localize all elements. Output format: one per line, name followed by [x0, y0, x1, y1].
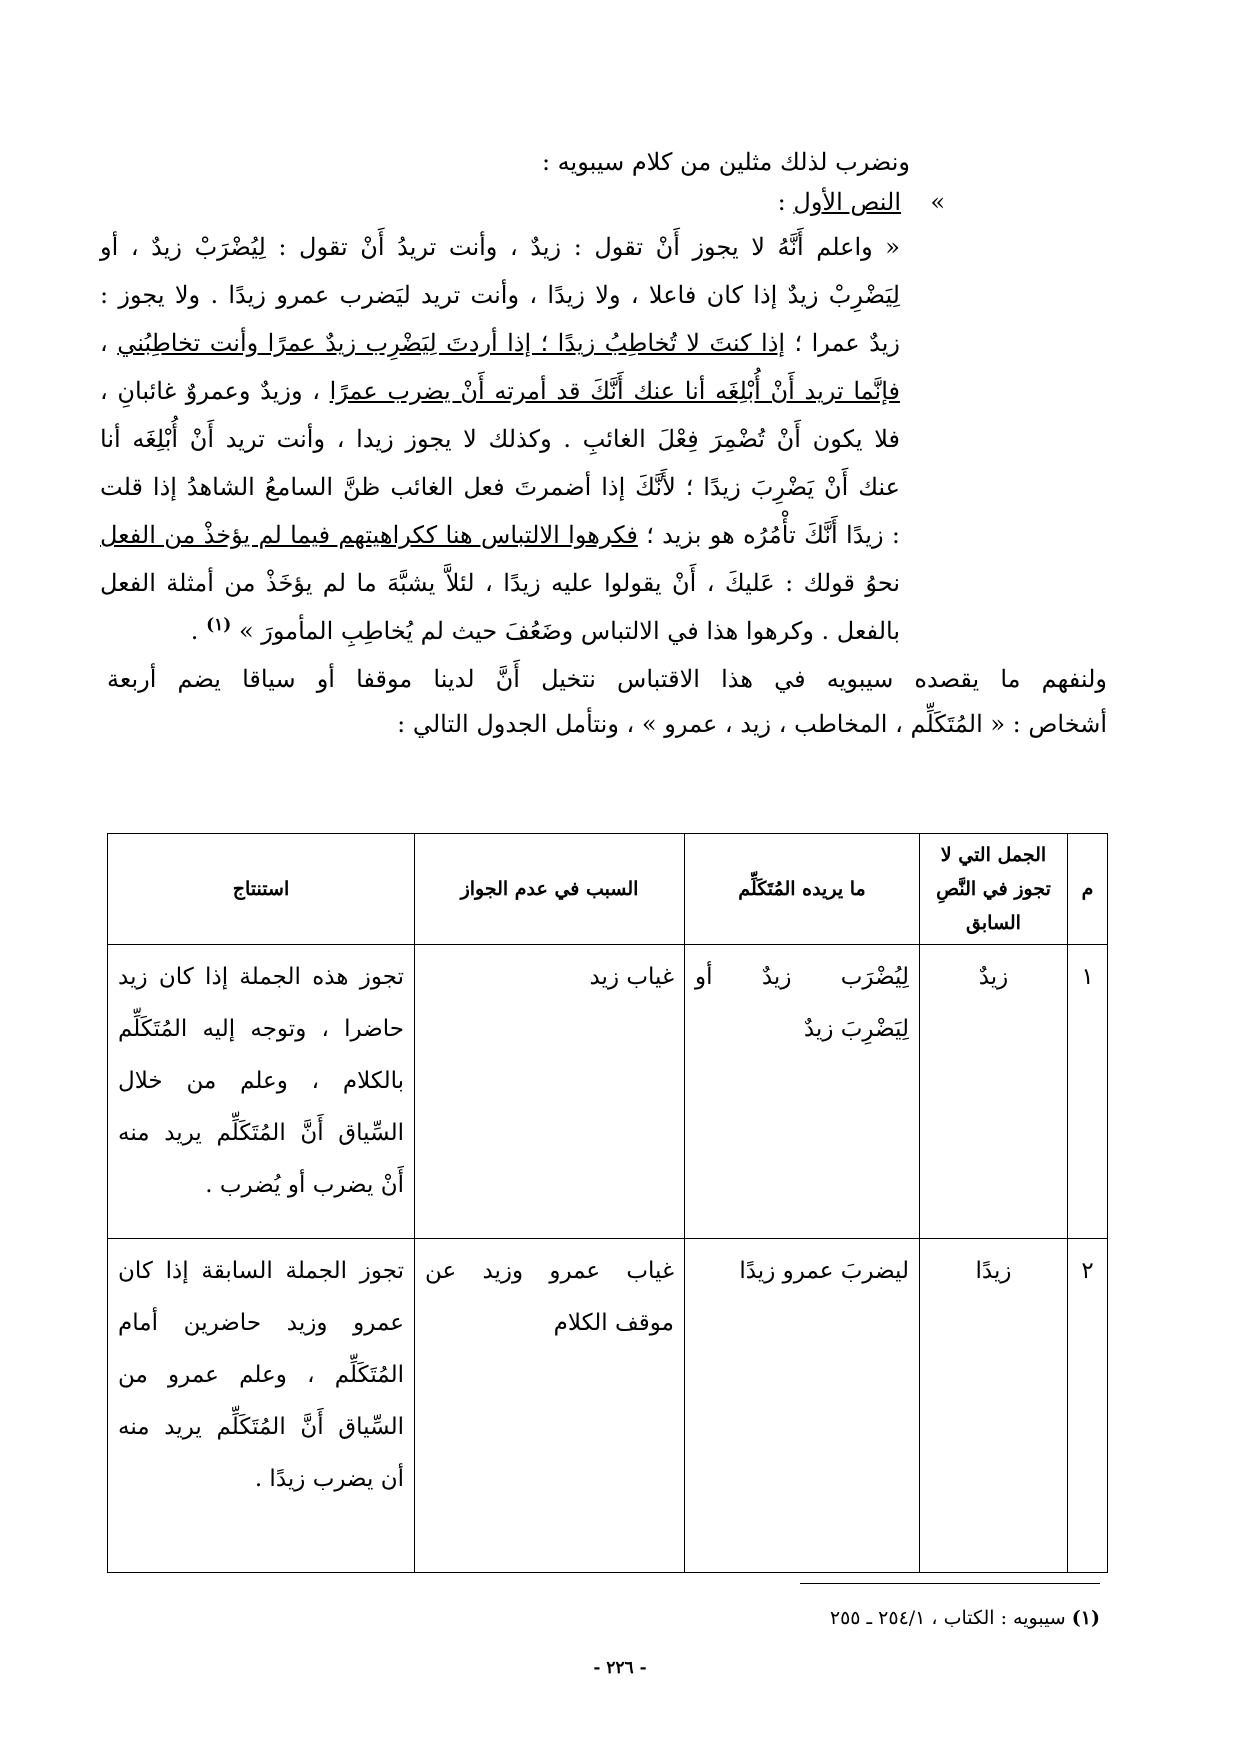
row-reason: غياب زيد: [415, 945, 685, 1239]
header-reason: السبب في عدم الجواز: [415, 834, 685, 945]
quote-line-1: « واعلم أَنَّهُ لا يجوز أَنْ تقول : زيدٌ ، وأنت تريدُ أَنْ تقول : لِيُضْرَبْ زيدٌ ، أو: [100, 233, 900, 261]
section-marker: »: [930, 188, 945, 216]
footnote-ref[interactable]: (١): [206, 615, 232, 635]
intro-line: ونضرب لذلك مثلين من كلام سيبويه :: [541, 148, 910, 176]
row-intended: لِيُضْرَب زيدٌ أو لِيَضْرِبَ زيدٌ: [685, 945, 920, 1239]
row-sentence: زيدٌ: [920, 945, 1068, 1239]
row-intended: ليضربَ عمرو زيدًا: [685, 1239, 920, 1573]
table-header-row: [108, 834, 1108, 945]
row-num: ٢: [1068, 1239, 1108, 1573]
footnote-divider: [800, 1583, 1100, 1584]
header-sentences: الجمل التي لا تجوز في النَّصِ السابق: [920, 834, 1068, 945]
header-conclusion: استنتاج: [108, 834, 415, 945]
table-row: [108, 1239, 1108, 1573]
section-colon: :: [777, 188, 786, 216]
quote-line-5: فلا يكون أَنْ تُضْمِرَ فِعْلَ الغائبِ . وكذلك لا يجوز زيدا ، وأنت تريد أَنْ أُبْلِغَه أنا: [100, 425, 900, 453]
row-conclusion: تجوز هذه الجملة إذا كان زيد حاضرا ، وتوجه إليه المُتَكَلِّم بالكلام ، وعلم من خلال السِّياق أَنَّ المُتَكَلِّم يريد منه أَنْ يضرب أو يُضرب .: [108, 945, 415, 1239]
quote-line-8: نحوُ قولك : عَليكَ ، أَنْ يقولوا عليه زيدًا ، لئلاَّ يشبَّهَ ما لم يؤخَذْ من أمثلة الفعل: [100, 569, 900, 597]
section-title: النص الأول: [793, 188, 902, 216]
quote-line-2: لِيَضْرِبْ زيدٌ إذا كان فاعلا ، ولا زيدًا ، وأنت تريد ليَضرب عمرو زيدًا . ولا يجوز :: [100, 281, 900, 309]
table-row: [108, 945, 1108, 1239]
row-reason: غياب عمرو وزيد عن موقف الكلام: [415, 1239, 685, 1573]
footnote-number: (١): [1071, 1607, 1100, 1629]
footnote-text: سيبويه : الكتاب ، ٢٥٤/١ ـ ٢٥٥: [829, 1607, 1066, 1629]
quote-line-3: زيدٌ عمرا ؛ إذا كنتَ لا تُخاطِبُ زيدًا ؛ إذا أردتَ لِيَضْرِب زيدٌ عمرًا وأنت تخاطِبُني ،: [100, 329, 901, 357]
page-number: - ٢٢٦ -: [593, 1658, 647, 1678]
quote-line-9: بالفعل . وكرهوا هذا في الالتباس وضَعُفَ حيث لم يُخاطِبِ المأمورَ » $^{(١)}$ .: [190, 615, 900, 645]
analysis-table: [107, 833, 1108, 1573]
row-conclusion: تجوز الجملة السابقة إذا كان عمرو وزيد حاضرين أمام المُتَكَلِّم ، وعلم عمرو من السِّياق أَنَّ المُتَكَلِّم يريد منه أن يضرب زيدًا .: [108, 1239, 415, 1573]
footnote: [830, 1607, 1100, 1629]
header-intended: ما يريده المُتَكَلِّم: [685, 834, 920, 945]
para2-line-2: أشخاص : « المُتَكَلِّم ، المخاطب ، زيد ، عمرو » ، ونتأمل الجدول التالي :: [397, 710, 1107, 738]
quote-line-4: فإنَّما تريد أَنْ أُبْلِغَه أنا عنك أَنَّكَ قد أمرته أَنْ يضرب عمرًا ، وزيدٌ وعمروٌ غائبانِ ،: [100, 377, 900, 405]
row-sentence: زيدًا: [920, 1239, 1068, 1573]
quote-line-7: : زيدًا أَنَّكَ تأْمُرُه هو بزيد ؛ فكرهوا الالتباس هنا ككراهيتهم فيما لم يؤخذْ من الفعل: [100, 521, 900, 549]
row-num: ١: [1068, 945, 1108, 1239]
section-heading: [778, 185, 945, 219]
para2-line-1: ولنفهم ما يقصده سيبويه في هذا الاقتباس نتخيل أَنَّ لدينا موقفا أو سياقا يضم أربعة: [107, 665, 1107, 693]
quote-line-6: عنك أَنْ يَضْرِبَ زيدًا ؛ لأَنَّكَ إذا أضمرتَ فعل الغائب ظنَّ السامعُ الشاهدُ إذا قلت: [100, 473, 900, 501]
header-num: م: [1068, 834, 1108, 945]
